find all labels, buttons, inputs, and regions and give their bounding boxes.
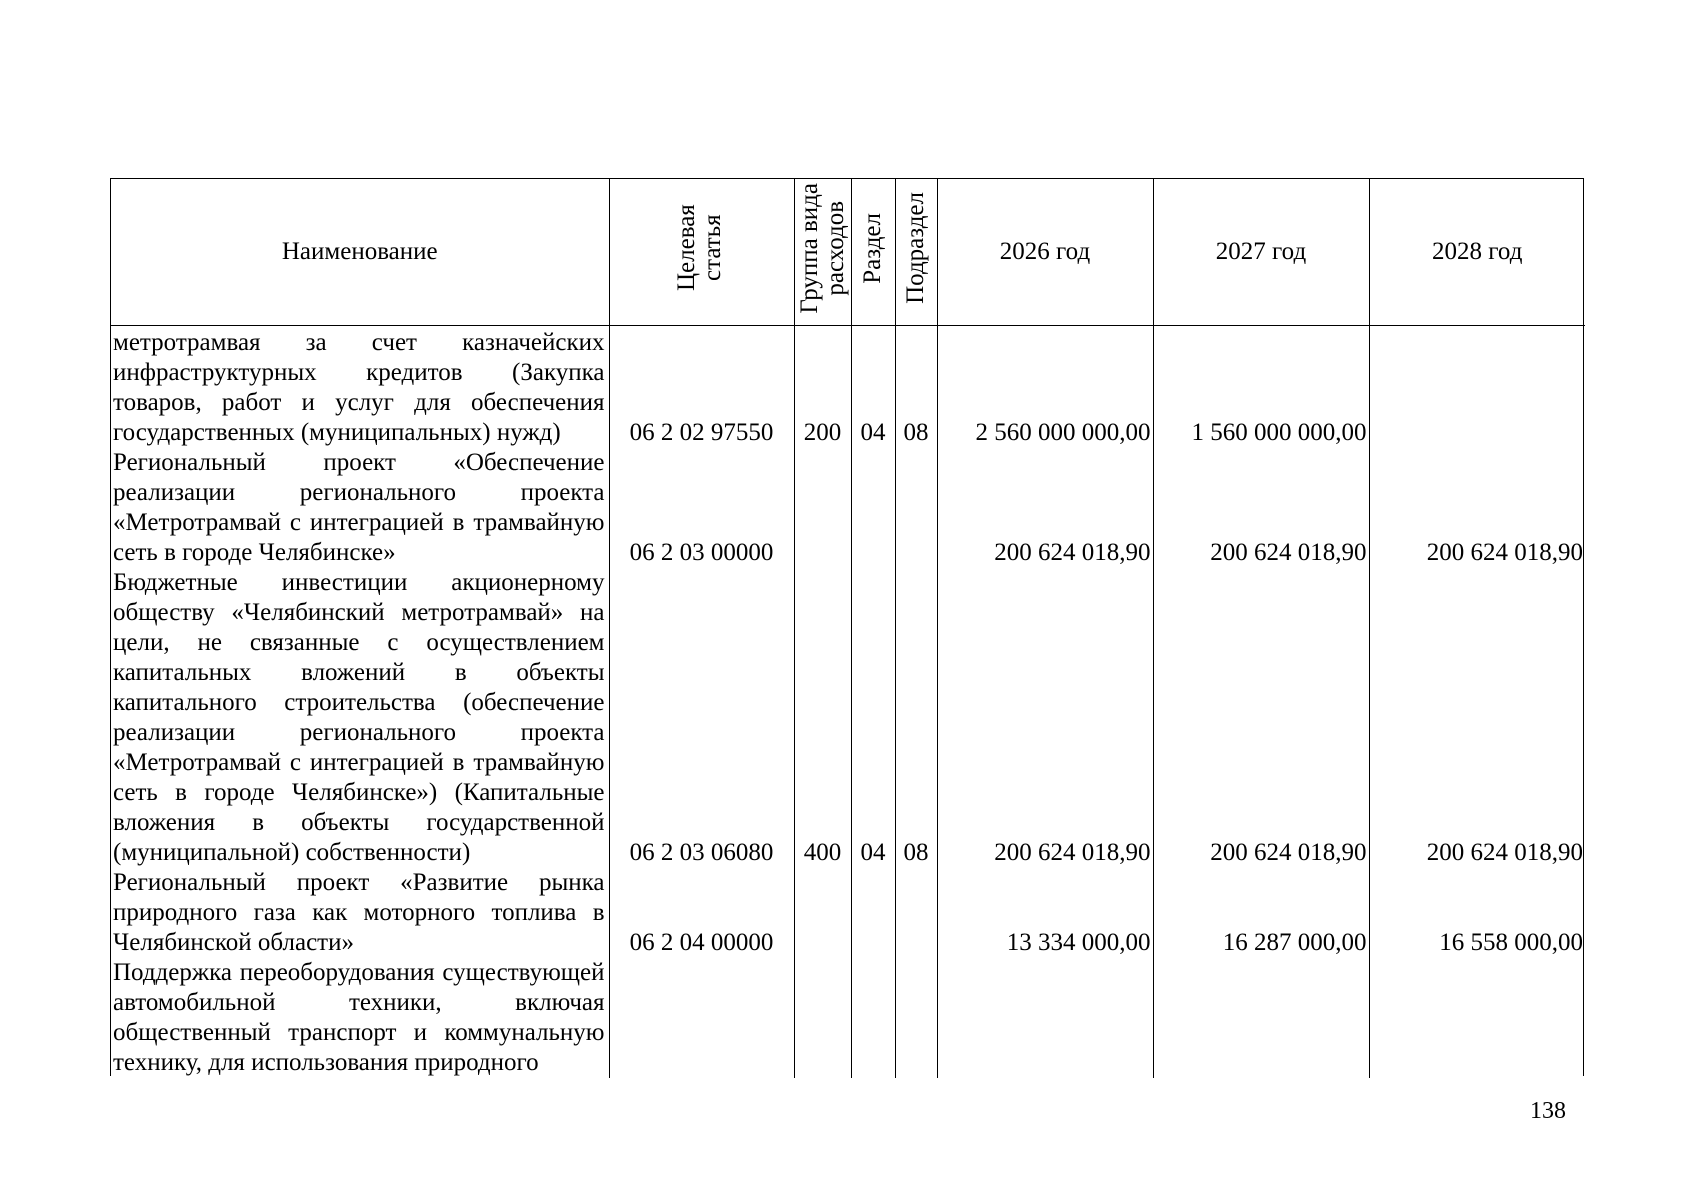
row-code: 06 2 04 00000 [609, 868, 794, 958]
row-2027 [1153, 958, 1369, 1078]
row-code: 06 2 02 97550 [609, 326, 794, 448]
row-subsection [895, 448, 937, 568]
row-subsection: 08 [895, 326, 937, 448]
row-2026: 2 560 000 000,00 [937, 326, 1153, 448]
row-name: Региональный проект «Развитие рынка природного газа как моторного топлива в Челябинской области» [111, 868, 609, 958]
row-section [851, 868, 895, 958]
header-expense-group [794, 179, 851, 326]
row-2027: 200 624 018,90 [1153, 568, 1369, 868]
row-name: метротрамвая за счет казначейских инфраструктурных кредитов (Закупка товаров, работ и услуг для обеспечения государственных (муниципальных) нужд) [111, 326, 609, 448]
row-2026: 200 624 018,90 [937, 448, 1153, 568]
header-2027: 2027 год [1153, 179, 1369, 326]
page-number: 138 [1530, 1098, 1566, 1124]
row-group: 200 [794, 326, 851, 448]
header-section-label: Раздел [859, 212, 886, 284]
row-name: Поддержка переоборудования существующей автомобильной техники, включая общественный транспорт и коммунальную технику, для использования природного [111, 958, 609, 1078]
header-2028: 2028 год [1369, 179, 1585, 326]
header-subsection [895, 179, 937, 326]
header-expense-group-line2: расходов [821, 200, 849, 296]
table-row [111, 868, 1585, 958]
row-2028 [1369, 326, 1585, 448]
header-target-article-label: Целевая статья [672, 204, 726, 292]
row-code: 06 2 03 06080 [609, 568, 794, 868]
row-section: 04 [851, 326, 895, 448]
row-code [609, 958, 794, 1078]
header-section [851, 179, 895, 326]
header-name: Наименование [111, 179, 609, 326]
header-2026: 2026 год [937, 179, 1153, 326]
row-group [794, 448, 851, 568]
row-name: Бюджетные инвестиции акционерному обществу «Челябинский метротрамвай» на цели, не связанные с осуществлением капитальных вложений в объекты капитального строительства (обеспечение реализации регионального проекта «Метротрамвай с интеграцией в трамвайную сеть в городе Челябинске») (Капитальные вложения в объекты государственной (муниципальной) собственности) [111, 568, 609, 868]
row-subsection [895, 868, 937, 958]
row-group [794, 958, 851, 1078]
row-2027: 1 560 000 000,00 [1153, 326, 1369, 448]
row-2026: 13 334 000,00 [937, 868, 1153, 958]
row-group: 400 [794, 568, 851, 868]
row-2028: 200 624 018,90 [1369, 448, 1585, 568]
row-name: Региональный проект «Обеспечение реализации регионального проекта «Метротрамвай с интеграцией в трамвайную сеть в городе Челябинске» [111, 448, 609, 568]
row-subsection: 08 [895, 568, 937, 868]
row-code: 06 2 03 00000 [609, 448, 794, 568]
header-target-article [609, 179, 794, 326]
row-section [851, 958, 895, 1078]
row-section [851, 448, 895, 568]
row-2028: 200 624 018,90 [1369, 568, 1585, 868]
budget-table-frame [110, 178, 1584, 1076]
row-2028 [1369, 958, 1585, 1078]
table-header-row [111, 179, 1585, 326]
header-expense-group-line1: Группа вида [795, 182, 823, 314]
table-row [111, 568, 1585, 868]
table-row [111, 448, 1585, 568]
row-subsection [895, 958, 937, 1078]
row-2026 [937, 958, 1153, 1078]
row-2026: 200 624 018,90 [937, 568, 1153, 868]
table-row [111, 958, 1585, 1078]
row-group [794, 868, 851, 958]
row-2027: 200 624 018,90 [1153, 448, 1369, 568]
table-row [111, 326, 1585, 448]
row-section: 04 [851, 568, 895, 868]
header-subsection-label: Подраздел [902, 192, 929, 304]
row-2028: 16 558 000,00 [1369, 868, 1585, 958]
row-2027: 16 287 000,00 [1153, 868, 1369, 958]
budget-table [111, 179, 1585, 1078]
